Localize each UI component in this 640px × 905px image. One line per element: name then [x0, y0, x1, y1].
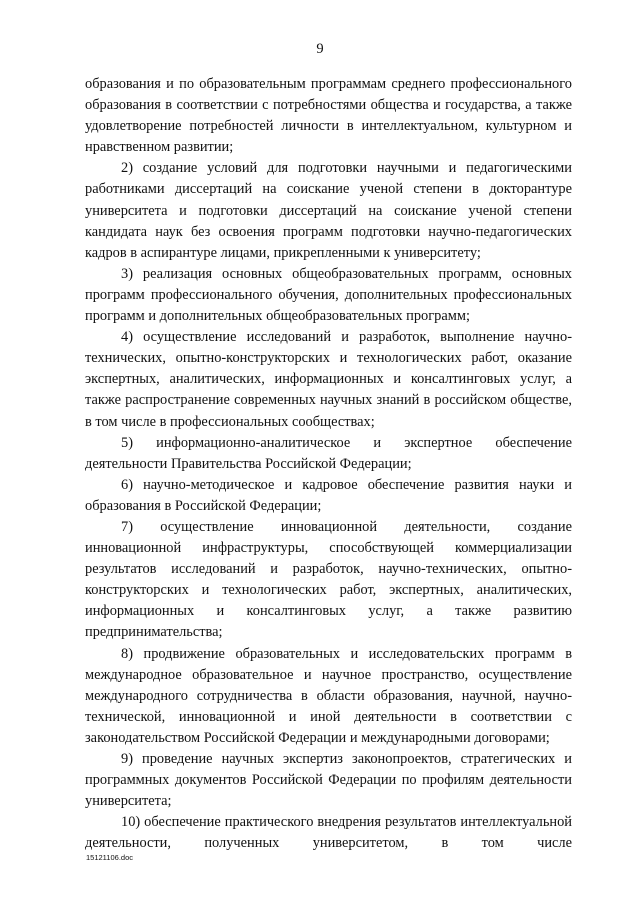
page-number: 9 [316, 41, 324, 57]
list-item-10: 10) обеспечение практического внедрения результатов интеллектуальной деятельности, полученных университетом, в том числе [85, 814, 572, 852]
list-item-2: 2) создание условий для подготовки научными и педагогическими работниками диссертаций на соискание ученой степени в докторантуре университета и подготовки диссертаций на соискание ученой степени кандидата наук без освоения программ подготовки научно-педагогических кадров в аспирантуре лицами, прикрепленными к университету; [85, 160, 572, 261]
list-item-9: 9) проведение научных экспертиз законопроектов, стратегических и программных документов Российской Федерации по профилям деятельности университета; [85, 751, 572, 810]
document-body [85, 74, 572, 854]
list-item-6: 6) научно-методическое и кадровое обеспечение развития науки и образования в Российской Федерации; [85, 476, 572, 514]
list-item-7: 7) осуществление инновационной деятельности, создание инновационной инфраструктуры, способствующей коммерциализации результатов исследований и разработок, научно-технических, опытно-конструкторских и технологических работ, экспертных, аналитических, информационных и консалтинговых услуг, а также развитию предпринимательства; [85, 518, 572, 641]
list-item-3: 3) реализация основных общеобразовательных программ, основных программ профессионального обучения, дополнительных профессиональных программ и дополнительных общеобразовательных программ; [85, 265, 572, 325]
list-item-4: 4) осуществление исследований и разработок, выполнение научно-технических, опытно-конструкторских и технологических работ, оказание экспертных, аналитических, информационных и консалтинговых услуг, а также распространение современных научных знаний в российском обществе, в том числе в профессиональных сообществах; [85, 329, 572, 430]
list-item-8: 8) продвижение образовательных и исследовательских программ в международное образовательное и научное пространство, осуществление международного сотрудничества в области образования, научной, научно-технической, инновационной и иной деятельности в соответствии с законодательством Российской Федерации и международными договорами; [85, 645, 572, 746]
paragraph-continuation: образования и по образовательным программам среднего профессионального образования в соответствии с потребностями общества и государства, а также удовлетворение потребностей личности в интеллектуальном, культурном и нравственном развитии; [85, 76, 572, 156]
document-file-code: 15121106.doc [86, 853, 133, 862]
list-item-5: 5) информационно-аналитическое и экспертное обеспечение деятельности Правительства Российской Федерации; [85, 434, 572, 472]
